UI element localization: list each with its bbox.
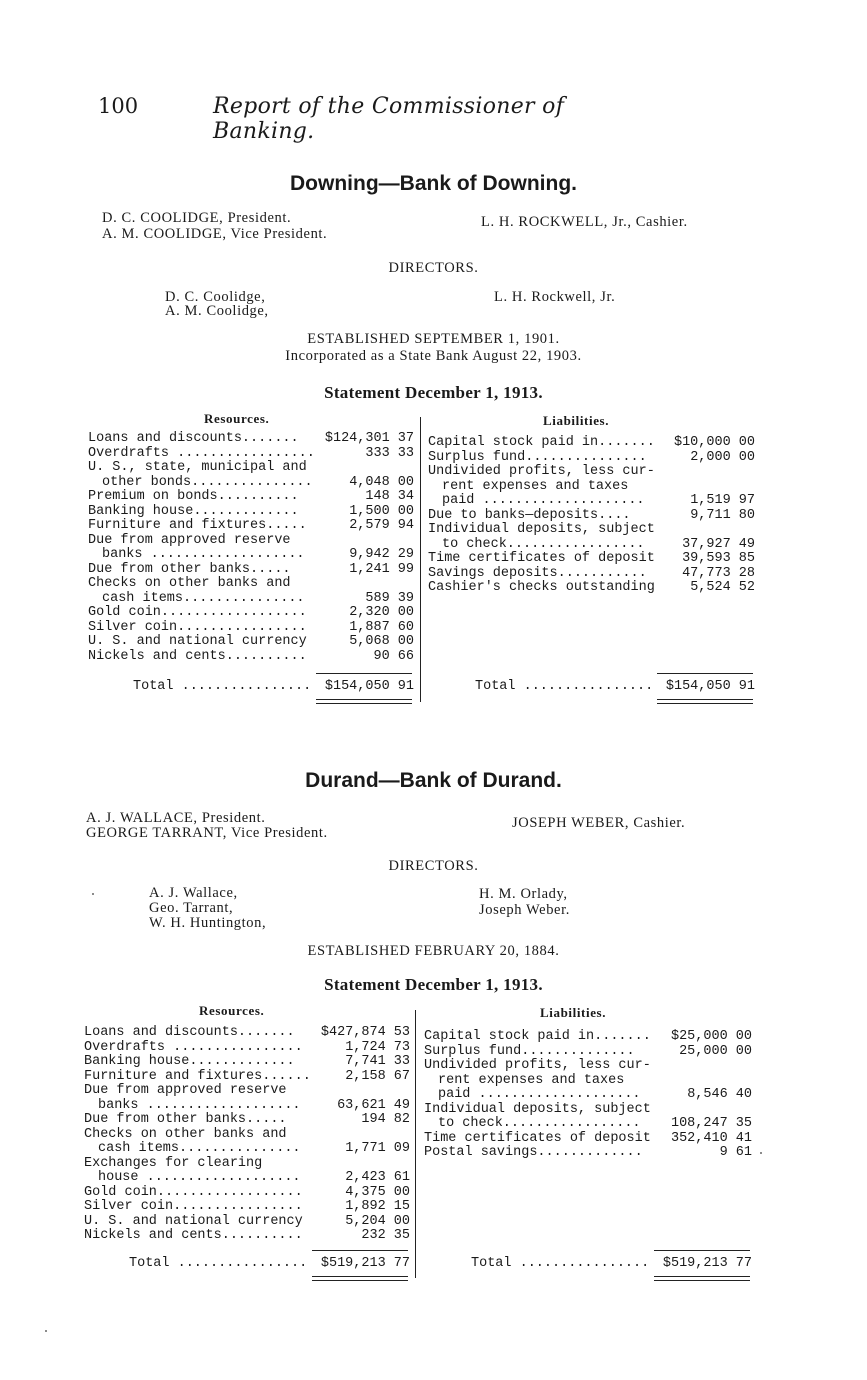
item-label: house ................... bbox=[98, 1170, 301, 1185]
column-divider bbox=[420, 417, 421, 702]
liabilities-table bbox=[424, 1030, 752, 1161]
item-amount: 148 34 bbox=[365, 489, 414, 504]
item-amount: 333 33 bbox=[365, 445, 414, 461]
item-amount: 1,724 73 bbox=[345, 1039, 410, 1055]
item-amount: 1,500 00 bbox=[349, 503, 414, 519]
item-amount: 2,158 67 bbox=[345, 1068, 410, 1084]
officer-president: D. C. COOLIDGE, President. bbox=[102, 210, 292, 226]
double-rule bbox=[312, 1280, 408, 1281]
table-row bbox=[424, 1103, 752, 1118]
liabilities-heading: Liabilities. bbox=[540, 1005, 607, 1020]
item-label: Loans and discounts....... bbox=[84, 1025, 295, 1040]
item-label: cash items............... bbox=[102, 590, 305, 606]
officer-vice-president: A. M. COOLIDGE, Vice President. bbox=[102, 226, 328, 242]
item-label: Surplus fund............... bbox=[428, 449, 647, 465]
director-name: Geo. Tarrant, bbox=[149, 900, 234, 916]
item-label: Silver coin................ bbox=[88, 619, 307, 635]
established-line: ESTABLISHED FEBRUARY 20, 1884. bbox=[307, 943, 560, 959]
table-row bbox=[84, 1084, 410, 1099]
item-amount: 37,927 49 bbox=[682, 536, 755, 552]
table-row bbox=[84, 1229, 410, 1244]
total-label: Total ................ bbox=[133, 679, 312, 694]
item-amount: 2,000 00 bbox=[690, 449, 755, 465]
table-row bbox=[88, 519, 414, 534]
director-name: A. J. Wallace, bbox=[149, 885, 238, 901]
running-head bbox=[98, 94, 658, 144]
table-row bbox=[84, 1128, 410, 1143]
table-row bbox=[84, 1171, 410, 1186]
table-row bbox=[88, 447, 414, 462]
table-row bbox=[84, 1186, 410, 1201]
item-label: banks ................... bbox=[102, 547, 305, 562]
item-amount: 1,241 99 bbox=[349, 561, 414, 577]
liabilities-heading: Liabilities. bbox=[543, 413, 610, 428]
table-row bbox=[428, 538, 755, 553]
statement-heading: Statement December 1, 1913. bbox=[324, 383, 543, 402]
director-name: A. M. Coolidge, bbox=[165, 303, 269, 319]
page-number: 100 bbox=[98, 94, 139, 118]
item-label: Banking house............. bbox=[88, 503, 299, 519]
director-name: D. C. Coolidge, bbox=[165, 289, 266, 305]
table-row bbox=[88, 621, 414, 636]
item-amount: 90 66 bbox=[373, 648, 414, 664]
table-row bbox=[84, 1055, 410, 1070]
item-label: Savings deposits........... bbox=[428, 565, 647, 581]
item-amount: 7,741 33 bbox=[345, 1054, 410, 1069]
liabilities-table bbox=[428, 436, 755, 596]
item-label: rent expenses and taxes bbox=[438, 1072, 625, 1088]
director-name: L. H. Rockwell, Jr. bbox=[494, 289, 616, 305]
item-label: Overdrafts ................ bbox=[84, 1039, 303, 1055]
total-rule bbox=[657, 673, 753, 674]
table-row bbox=[84, 1215, 410, 1230]
item-amount: 2,320 00 bbox=[349, 605, 414, 620]
item-label: Premium on bonds.......... bbox=[88, 489, 299, 504]
total-label: Total ................ bbox=[129, 1256, 308, 1271]
total-amount: $519,213 77 bbox=[662, 1256, 752, 1271]
director-name: W. H. Huntington, bbox=[149, 915, 267, 931]
item-label: Capital stock paid in....... bbox=[424, 1029, 651, 1044]
item-amount: 63,621 49 bbox=[337, 1097, 410, 1113]
item-label: Due from approved reserve bbox=[84, 1083, 287, 1098]
total-row-resources bbox=[129, 1256, 410, 1271]
officer-president: A. J. WALLACE, President. bbox=[86, 810, 266, 826]
table-row bbox=[428, 494, 755, 509]
item-label: Gold coin.................. bbox=[88, 605, 307, 620]
item-amount: 108,247 35 bbox=[670, 1116, 752, 1131]
total-amount: $519,213 77 bbox=[320, 1256, 410, 1271]
double-rule bbox=[654, 1280, 750, 1281]
officer-cashier: L. H. ROCKWELL, Jr., Cashier. bbox=[481, 214, 688, 230]
table-row bbox=[84, 1200, 410, 1215]
item-amount: 4,048 00 bbox=[349, 474, 414, 490]
item-label: Due from approved reserve bbox=[88, 532, 291, 548]
item-label: Undivided profits, less cur- bbox=[424, 1058, 651, 1073]
item-label: Cashier's checks outstanding bbox=[428, 580, 655, 595]
directors-heading: DIRECTORS. bbox=[388, 858, 479, 874]
item-label: Individual deposits, subject bbox=[428, 522, 655, 537]
table-row bbox=[88, 635, 414, 650]
total-amount: $154,050 91 bbox=[665, 679, 755, 694]
table-row bbox=[428, 480, 755, 495]
item-amount: 47,773 28 bbox=[682, 565, 755, 581]
table-row bbox=[424, 1088, 752, 1103]
directors-heading: DIRECTORS. bbox=[388, 260, 479, 276]
table-row bbox=[88, 592, 414, 607]
item-label: Checks on other banks and bbox=[84, 1126, 287, 1142]
double-rule bbox=[654, 1276, 750, 1277]
item-label: U. S. and national currency bbox=[88, 634, 307, 649]
item-label: Furniture and fixtures...... bbox=[84, 1068, 311, 1084]
resources-table bbox=[88, 432, 414, 664]
item-amount: 8,546 40 bbox=[687, 1087, 752, 1102]
item-amount: 352,410 41 bbox=[670, 1130, 752, 1146]
total-rule bbox=[316, 673, 412, 674]
table-row bbox=[88, 534, 414, 549]
paper-speck bbox=[45, 1330, 47, 1332]
officer-cashier: JOSEPH WEBER, Cashier. bbox=[512, 815, 686, 831]
table-row bbox=[88, 505, 414, 520]
total-rule bbox=[654, 1250, 750, 1251]
double-rule bbox=[657, 699, 753, 700]
running-title: Report of the Commissioner of Banking. bbox=[213, 94, 565, 144]
double-rule bbox=[316, 699, 412, 700]
item-amount: $427,874 53 bbox=[320, 1025, 410, 1040]
item-amount: 589 39 bbox=[365, 590, 414, 606]
item-label: to check................. bbox=[438, 1116, 641, 1131]
table-row bbox=[88, 432, 414, 447]
table-row bbox=[88, 577, 414, 592]
item-label: Overdrafts ................. bbox=[88, 445, 315, 461]
double-rule bbox=[312, 1276, 408, 1277]
item-amount: 1,519 97 bbox=[690, 493, 755, 508]
table-row bbox=[88, 563, 414, 578]
item-label: Nickels and cents.......... bbox=[88, 648, 307, 664]
item-label: Time certificates of deposit bbox=[424, 1130, 651, 1146]
incorporated-line: Incorporated as a State Bank August 22, 1903. bbox=[285, 348, 582, 364]
item-label: rent expenses and taxes bbox=[442, 478, 629, 494]
table-row bbox=[84, 1041, 410, 1056]
resources-table bbox=[84, 1026, 410, 1244]
paper-speck bbox=[92, 893, 94, 895]
item-label: Loans and discounts....... bbox=[88, 431, 299, 446]
total-row-liabilities bbox=[471, 1256, 752, 1271]
item-amount: $25,000 00 bbox=[670, 1029, 752, 1044]
item-label: Nickels and cents.......... bbox=[84, 1228, 303, 1243]
director-name: Joseph Weber. bbox=[479, 902, 570, 918]
paper-speck bbox=[760, 1152, 762, 1154]
item-label: cash items............... bbox=[98, 1141, 301, 1156]
total-amount: $154,050 91 bbox=[324, 679, 414, 694]
table-row bbox=[88, 650, 414, 665]
item-amount: 9 61 bbox=[719, 1145, 752, 1160]
item-amount: 2,579 94 bbox=[349, 518, 414, 533]
item-label: Due to banks—deposits.... bbox=[428, 507, 631, 523]
item-amount: $124,301 37 bbox=[324, 431, 414, 446]
item-label: Exchanges for clearing bbox=[84, 1155, 263, 1171]
table-row bbox=[88, 461, 414, 476]
table-row bbox=[424, 1146, 752, 1161]
table-row bbox=[428, 465, 755, 480]
item-label: Surplus fund.............. bbox=[424, 1043, 635, 1059]
established-line: ESTABLISHED SEPTEMBER 1, 1901. bbox=[307, 331, 560, 347]
table-row bbox=[84, 1099, 410, 1114]
table-row bbox=[424, 1059, 752, 1074]
officer-vice-president: GEORGE TARRANT, Vice President. bbox=[86, 825, 328, 841]
item-label: other bonds............... bbox=[102, 474, 313, 490]
table-row bbox=[424, 1074, 752, 1089]
item-label: Undivided profits, less cur- bbox=[428, 464, 655, 479]
total-label: Total ................ bbox=[471, 1256, 650, 1271]
item-amount: $10,000 00 bbox=[673, 435, 755, 450]
item-label: Furniture and fixtures..... bbox=[88, 518, 307, 533]
item-label: U. S., state, municipal and bbox=[88, 460, 307, 475]
table-row bbox=[424, 1132, 752, 1147]
item-label: Time certificates of deposit bbox=[428, 551, 655, 566]
item-label: Due from other banks..... bbox=[88, 561, 291, 577]
item-amount: 9,711 80 bbox=[690, 507, 755, 523]
item-amount: 4,375 00 bbox=[345, 1184, 410, 1200]
total-label: Total ................ bbox=[475, 679, 654, 694]
table-row bbox=[84, 1070, 410, 1085]
director-name: H. M. Orlady, bbox=[479, 886, 568, 902]
resources-heading: Resources. bbox=[204, 411, 270, 426]
table-row bbox=[428, 523, 755, 538]
item-amount: 1,771 09 bbox=[345, 1141, 410, 1156]
item-label: paid .................... bbox=[438, 1087, 641, 1102]
table-row bbox=[84, 1026, 410, 1041]
total-rule bbox=[312, 1250, 408, 1251]
item-label: Gold coin.................. bbox=[84, 1184, 303, 1200]
item-amount: 232 35 bbox=[361, 1228, 410, 1243]
item-label: U. S. and national currency bbox=[84, 1213, 303, 1229]
item-amount: 25,000 00 bbox=[679, 1043, 752, 1059]
table-row bbox=[84, 1142, 410, 1157]
table-row bbox=[428, 552, 755, 567]
double-rule bbox=[316, 703, 412, 704]
item-amount: 5,204 00 bbox=[345, 1213, 410, 1229]
item-label: Due from other banks..... bbox=[84, 1112, 287, 1127]
item-label: to check................. bbox=[442, 536, 645, 552]
table-row bbox=[84, 1157, 410, 1172]
table-row bbox=[88, 490, 414, 505]
item-amount: 1,892 15 bbox=[345, 1199, 410, 1214]
table-row bbox=[424, 1045, 752, 1060]
double-rule bbox=[657, 703, 753, 704]
table-row bbox=[88, 476, 414, 491]
item-label: Checks on other banks and bbox=[88, 576, 291, 591]
item-label: Postal savings............. bbox=[424, 1145, 643, 1160]
item-amount: 5,068 00 bbox=[349, 634, 414, 649]
table-row bbox=[428, 509, 755, 524]
statement-heading: Statement December 1, 1913. bbox=[324, 975, 543, 994]
table-row bbox=[88, 548, 414, 563]
table-row bbox=[424, 1117, 752, 1132]
item-label: Individual deposits, subject bbox=[424, 1101, 651, 1117]
item-label: paid .................... bbox=[442, 493, 645, 508]
item-label: Silver coin................ bbox=[84, 1199, 303, 1214]
item-amount: 194 82 bbox=[361, 1112, 410, 1127]
table-row bbox=[84, 1113, 410, 1128]
table-row bbox=[88, 606, 414, 621]
item-amount: 39,593 85 bbox=[682, 551, 755, 566]
table-row bbox=[428, 451, 755, 466]
bank-title: Downing—Bank of Downing. bbox=[290, 172, 577, 195]
table-row bbox=[424, 1030, 752, 1045]
table-row bbox=[428, 436, 755, 451]
item-amount: 9,942 29 bbox=[349, 547, 414, 562]
column-divider bbox=[415, 1010, 416, 1278]
item-label: Banking house............. bbox=[84, 1054, 295, 1069]
item-label: Capital stock paid in....... bbox=[428, 435, 655, 450]
resources-heading: Resources. bbox=[199, 1003, 265, 1018]
table-row bbox=[428, 581, 755, 596]
item-amount: 2,423 61 bbox=[345, 1170, 410, 1185]
item-label: banks ................... bbox=[98, 1097, 301, 1113]
item-amount: 1,887 60 bbox=[349, 619, 414, 635]
bank-title: Durand—Bank of Durand. bbox=[305, 769, 562, 792]
total-row-resources bbox=[133, 679, 414, 694]
total-row-liabilities bbox=[475, 679, 755, 694]
item-amount: 5,524 52 bbox=[690, 580, 755, 595]
table-row bbox=[428, 567, 755, 582]
